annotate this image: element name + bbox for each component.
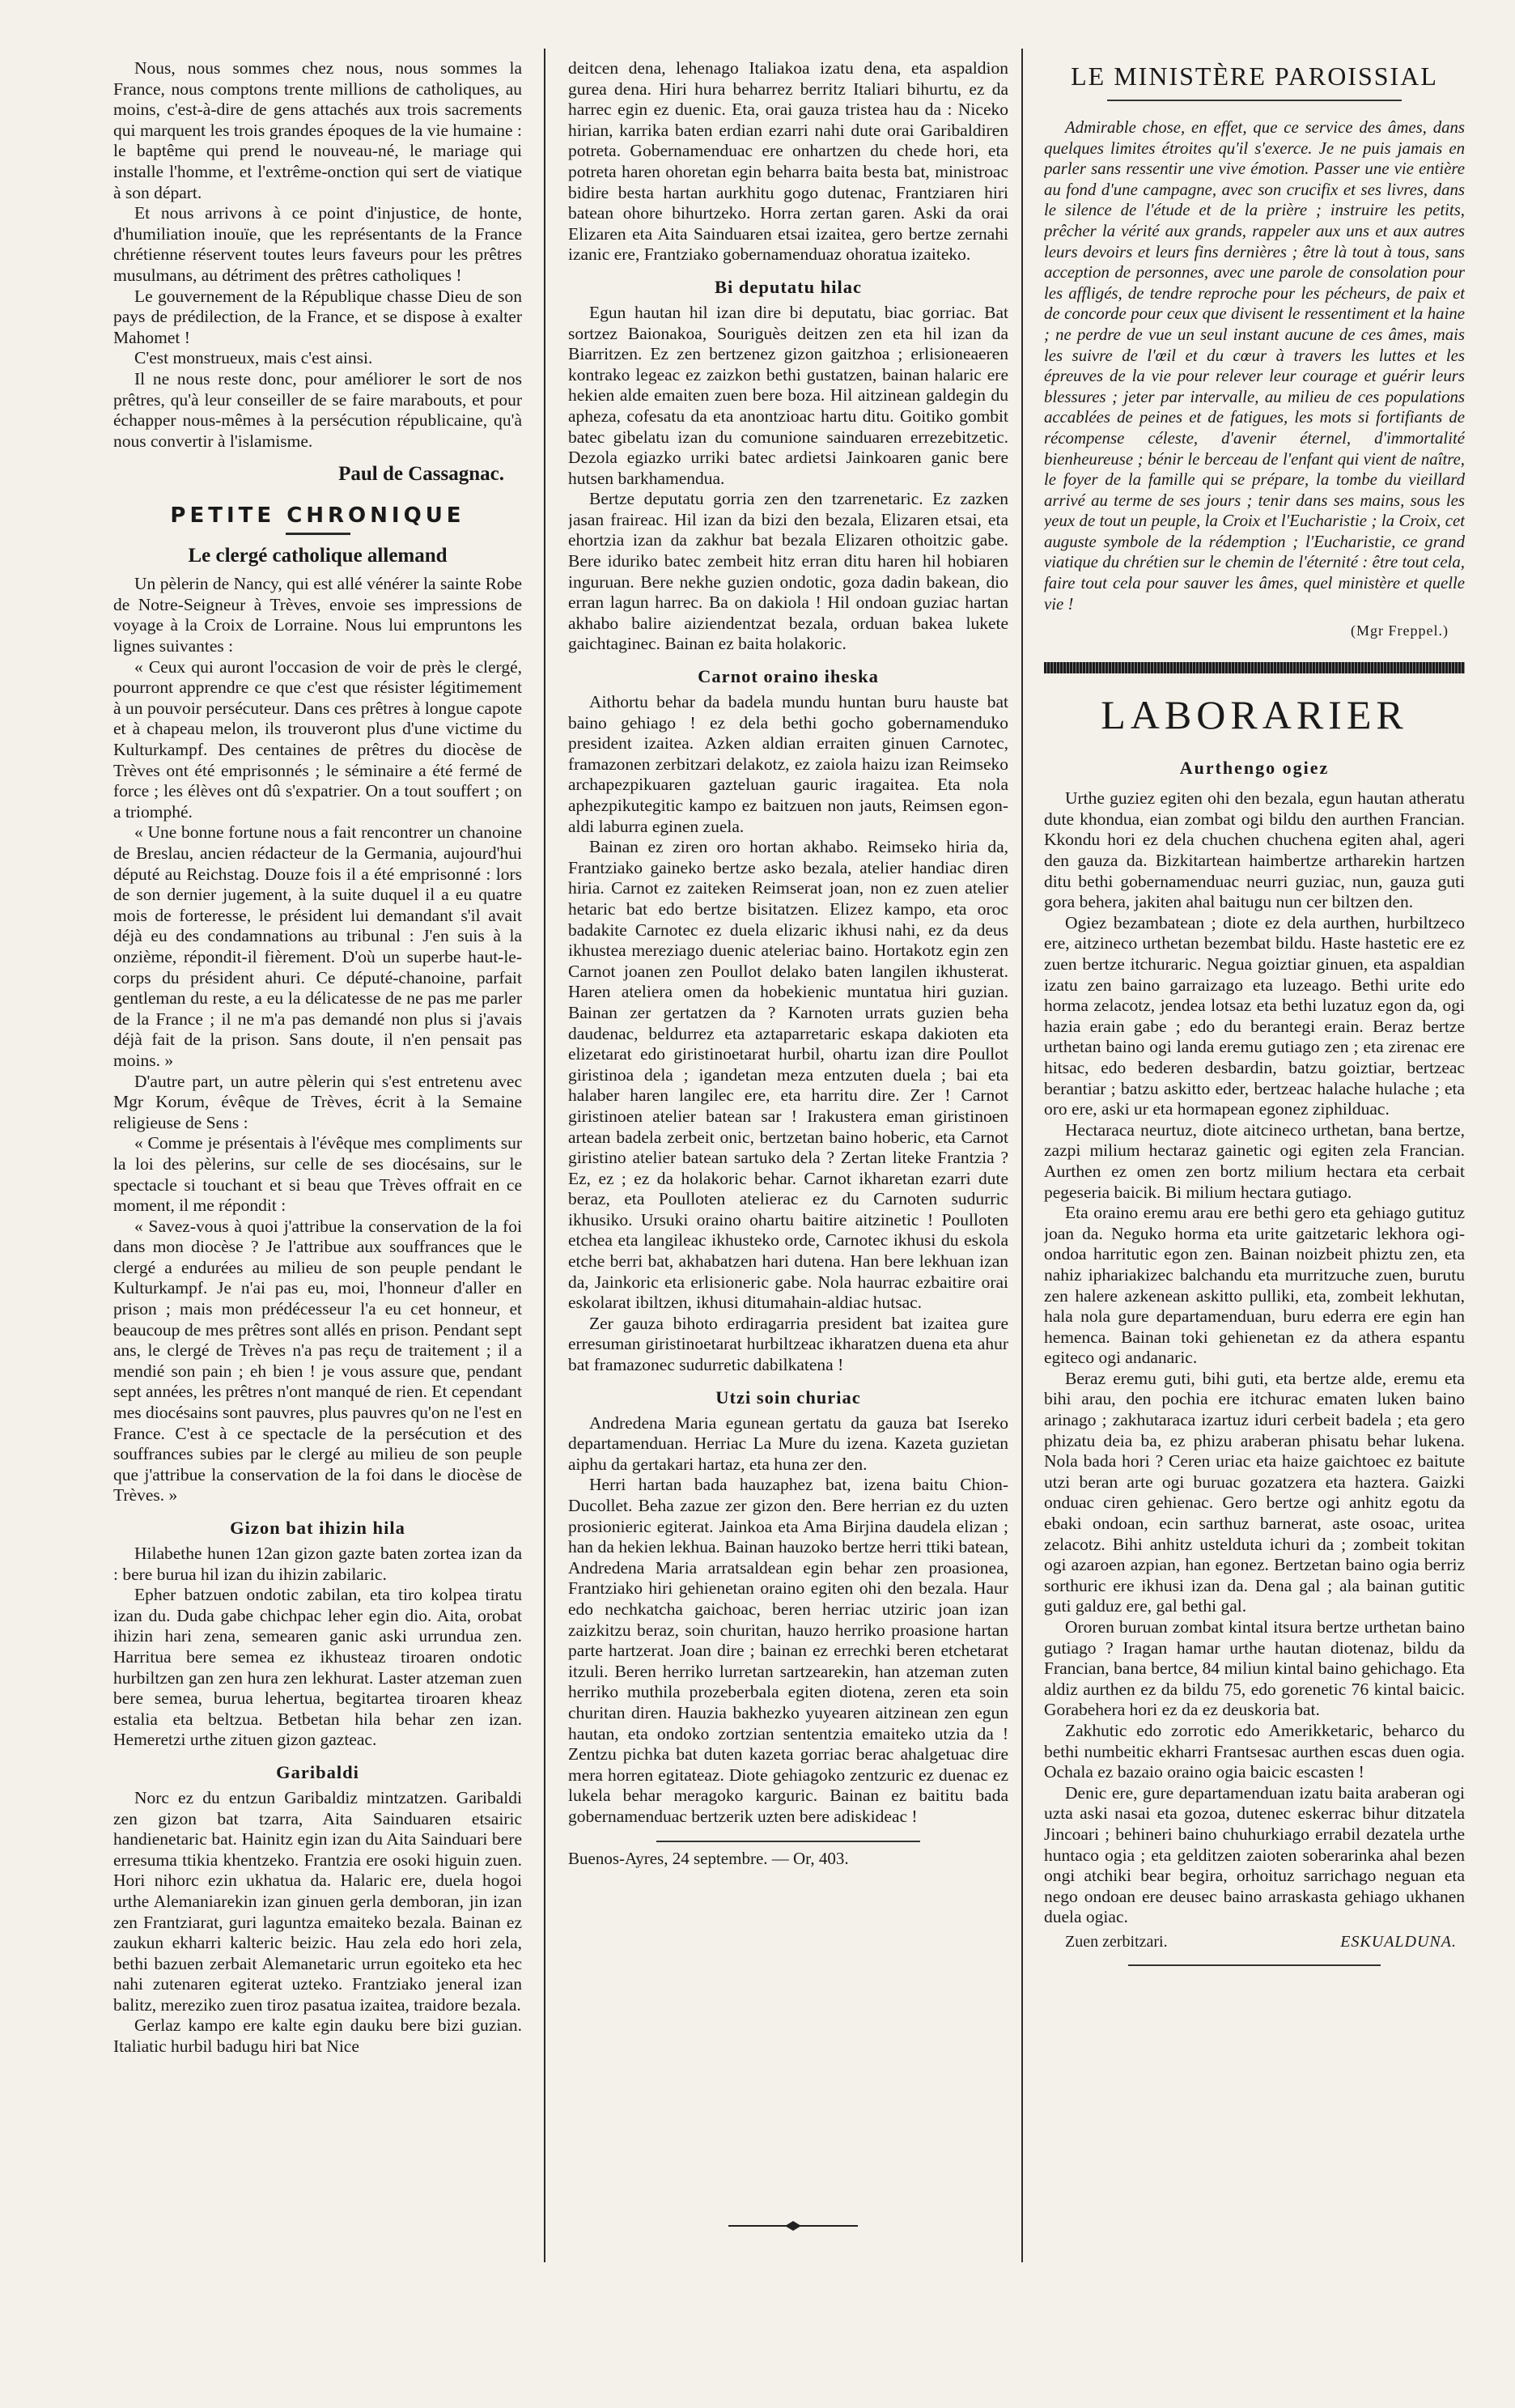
article-paragraph: Hilabethe hunen 12an gizon gazte baten zortea izan da : bere burua hil izan du ihizin zabilaric. (113, 1544, 522, 1584)
section-heading: LABORARIER (1101, 692, 1408, 738)
column-3 (1044, 58, 1465, 2268)
article-paragraph: Et nous arrivons à ce point d'injustice, de honte, d'humiliation inouïe, que les représentants de la France chrétienne réservent toutes leurs faveurs pour les prêtres musulmans, au détriment des prêtres catholiques ! (113, 203, 522, 285)
article-paragraph: Beraz eremu guti, bihi guti, eta bertze alde, eremu eta bihi arau, den pochia ere itchurac ematen luken baino arinago ; zakhutaraca izartuz iduri cerbeit badela ; eta gero phizatu deia ba, ez phizu araberan phisatu behar lukena. Nola bada hori ? Ceren uriac eta haize gaichtoec ez baitute utzi beran arte ogi buruac gozatzera eta haztera. Gaizki onduac ciren gehienac. Gero bertze ogi anhitz egotu da ebaki ondoan, ecin sarthuz barnerat, aste osoac, uritea zelacotz. Bihi anhitz ustelduta ichuri da ; zombeit tokitan ogi azaroen azpian, han egonez. Bertzetan baino ogia berriz sorthuric ere ikhusi izan da. Dena gal ; ala bainan gutitic guti galduz ere, gal bethi gal. (1044, 1368, 1465, 1616)
attribution: (Mgr Freppel.) (1351, 622, 1449, 639)
article-paragraph: Ororen buruan zombat kintal itsura bertze urthetan baino gutiago ? Iragan hamar urthe hautan diotenaz, bildu da Francian, bana bertce, 84 miliun kintal baino gehichago. Eta aldiz aurthen ez da bildu 75, edo gorenetic 76 kintal baicic. Gorabehera hori ez da ez deuskoria bat. (1044, 1617, 1465, 1720)
article-paragraph: Urthe guziez egiten ohi den bezala, egun hautan atheratu dute khondua, eian zombat ogi bildu den aurthen Francian. Kkondu hori ez dela chuchen chuchena egiten ahal, ageri den gauza da. Bizkitartean haimbertze artharekin hartzen ditu bethi gobernamenduac neurri guziac, nun, gauza guti gora behera, jakiten ahal baitugu nun cer biltzen den. (1044, 788, 1465, 912)
article-paragraph: Aithortu behar da badela mundu huntan buru hauste bat baino gehiago ! ez dela bethi gocho gobernamenduko president izaitea. Azken aldian erraiten ginuen Carnotec, framazonen zerbitzari delakotz, ez zaiola haizu izan Reimseko archapezpikuaren gazteluan gauric iragaitea. Eta nola aphezpikutegitic kampo ez baitzuen non jauts, Reimsen egon-aldi laburra eginen zuela. (568, 692, 1008, 836)
article-paragraph: Epher batzuen ondotic zabilan, eta tiro kolpea tiratu izan du. Duda gabe chichpac leher egin dio. Aita, orobat ihizin hari zena, semearen ganic aski urrundua zen. Harritua bere semea ez ikhusteaz tiroaren ondotic hurbiltzen gan zen hura zen lekhurat. Laster atzeman zuen bere semea, burua lehertua, begitartea tiroaren kheaz estalia eta beltzua. Betbetan hila behar zen izan. Hemeretzi urthe zituen gizon gazteac. (113, 1585, 522, 1750)
article-paragraph: D'autre part, un autre pèlerin qui s'est entretenu avec Mgr Korum, évêque de Trèves, écrit à la Semaine religieuse de Sens : (113, 1071, 522, 1132)
article-paragraph: Denic ere, gure departamenduan izatu baita araberan ogi uzta aski nasai eta gozoa, dutenec eskerrac bihur ditzatela Jincoari ; behineri baino chuhurkiago errabil dezatela urthe huntaco ogia ; eta gelditzen zaioten soberarinka ahal bezen ongi atchiki bear begira, orhoituz sarrichago neguan eta nego ondoan ere deusec baino arraskasta gehiago ukhanen duela ogiac. (1044, 1782, 1465, 1927)
article-paragraph: Egun hautan hil izan dire bi deputatu, biac gorriac. Bat sortzez Baionakoa, Souriguès deitzen zen eta hil izan da Biarritzen. Ez zen bertzenez gizon gaitzhoa ; erlisioneaeren kontrako legeac ez zaizkon bethi gustatzen, bainan halaric ere hekien alde emaiten zuen bere boza. Hil aitzinean galdegin du apheza, cofesatu da eta anontzioac hartu ditu. Goitiko gombit batec gibelatu izan du comunione sainduaren errezebitzetic. Dezola egiazko urriki batec ardietsi Jainkoaren ganic bere hutsen barkhamendua. (568, 302, 1008, 488)
article-paragraph: C'est monstrueux, mais c'est ainsi. (134, 348, 373, 368)
article-paragraph: Herri hartan bada hauzaphez bat, izena baitu Chion-Ducollet. Beha zazue zer gizon den. Bere herrian ez du uzten prosionieric egiterat. Jainkoa eta Ama Birjina daudela elizan ; han da hekien lekhua. Bainan hauzoko bertze herri ttiki batean, Andredena Maria arratsaldean egin behar zen proasionea, Frantziako hiri gehienetan oraino egiten ohi den bezala. Haur edo nechkatcha gaichoac, beren herriac utziric joan izan zaizkitzu beraz, soin churitan, hauzo herriko proasione hartan parte hartzerat. Joan dire ; bainan ez errechki beren etchetarat itzuli. Beren herriko lurretan sartzearekin, han atzeman zuten herriko muthila prozeberbala egiten diotena, zeren eta soin churitan diren. Hauzia bakhezko yuyearen aitzinean zen egun hautan, eta ondoko zortzian sententzia emaiteko utzia da ! Zentzu pichka bat duten kazeta gorriac berac ahalgetuac dire mera horren egitateaz. Diote gehiagoko zentzuric ez duenac ez lukela behar meragoko karguric. Bainan ez baititu bada gobernamenduac bertzerik uzten bere adiskideac ! (568, 1475, 1008, 1826)
signature: ESKUALDUNA. (1340, 1932, 1457, 1951)
article-paragraph: Zer gauza bihoto erdiragarria president bat izaitea gure erresuman giristinoetarat hurbiltzeac ikharatzen duena eta ahur bat framazonec sudurretic dabilkatena ! (568, 1313, 1008, 1375)
article-paragraph: Eta oraino eremu arau ere bethi gero eta gehiago gutituz joan da. Neguko horma eta urite gaitzetaric lekhora ogi-ondoa harritutic egon zen. Bainan noizbeit phiztu zen, eta nahiz iphariakizec balchandu eta murritzuche zuen, burutu zen halere azkenean askitto pulliki, eta, zombeit lekhutan, hala nola gure departamenduan, buru ederra ere egin han hemenca. Bainan toki gehienetan ez da athera espantu egiteco ogi andanaric. (1044, 1203, 1465, 1368)
article-paragraph: Gerlaz kampo ere kalte egin dauku bere bizi guzian. Italiatic hurbil badugu hiri bat Nice (113, 2015, 522, 2057)
quote-paragraph: « Une bonne fortune nous a fait rencontrer un chanoine de Breslau, ancien rédacteur de la Germania, aujourd'hui député au Reichstag. Douze fois il a été emprisonné : lors de son dernier jugement, à la suite duquel il a eu quatre mois de forteresse, le président lui demandant s'il avait déjà eu des condamnations au tribunal : J'en suis à la onzième, répondit-il fièrement. D'où un superbe haut-le-corps du président ahuri. Ce député-chanoine, parfait gentleman du reste, a eu la délicatesse de ne pas me parler de la France ; il ne m'a pas demandé non plus si j'avais déjà fait de la prison. Sans doute, il n'en pensait pas moins. » (113, 822, 522, 1070)
divider (1107, 100, 1402, 101)
dateline: Buenos-Ayres, 24 septembre. — Or, 403. (568, 1848, 849, 1868)
signature-row (1044, 1933, 1465, 1951)
section-heading: PETITE CHRONIQUE (170, 503, 465, 529)
article-heading: Utzi soin churiac (715, 1387, 861, 1408)
article-paragraph: Andredena Maria egunean gertatu da gauza bat Isereko departamenduan. Herriac La Mure du izena. Kazeta guzietan aiphu da gertakari hartaz, eta huna zer den. (568, 1412, 1008, 1474)
article-paragraph: Un pèlerin de Nancy, qui est allé vénérer la sainte Robe de Notre-Seigneur à Trèves, envoie ses impressions de voyage à la Croix de Lorraine. Nous lui empruntons les lignes suivantes : (113, 574, 522, 656)
article-paragraph: Le gouvernement de la République chasse Dieu de son pays de prédilection, de la France, et se dispose à exalter Mahomet ! (113, 286, 522, 347)
article-paragraph: Zakhutic edo zorrotic edo Amerikketaric, beharco du bethi numbeitic ekharri Frantsesac aurthen escas duen ogia. Ochala ez bazaio oraino ogia baicic escasten ! (1044, 1720, 1465, 1782)
column-divider-1 (544, 49, 545, 2262)
article-paragraph: Bainan ez ziren oro hortan akhabo. Reimseko hiria da, Frantziako gaineko bertze asko bezala, atelier handiac diren hiria. Carnot ez zaiteken Reimserat joan, non ez zuen atelier hetaric bat edo bertze bisitatzen. Elizez kampo, eta oroc badakite Carnotec ez duela elizaric ikhusi nahi, ez da deus ikhustea mereziago duenic ateleriac baino. Hortakotz egin zen Carnot joanen zen Poullot delako baten langilen ikhusterat. Haren ateliera omen da hobekienic muntatua hiri guzian. Bainan zer gertatzen da ? Karnoten urrats guzien beha daudenac, beldurrez eta aztaparretaric eskapa dakioten eta elizetarat edo giristinoetarat hurbil, ohartu izan dire Poullot giristinoa dela ; igandetan meza entzuten duela ; bai eta halaber haren langilec ere, eta harritu dire. Zer ! Carnot giristinoen atelier batean sar ! Irakustera eman giristinoen artean badela zerbeit onic, bertzetan baino hoberic, eta Carnot giristino atelier batean sartuko dela ? Zertan liteke Frantzia ? Ez, ez ; ez da holakoric behar. Carnot ikharetan ezarri dute beraz, eta Poulloten atelierac ez du Carnoten sudurric ikhusiko. Ursuki oraino ohartu baitire aitzinetic ! Poulloten etchea eta langileac ikhusteko orde, Carnotec ikhusi du eskola etche berri bat, akhabatzen hari dutena. Han bere lekhuan izan da, Jainkoric eta erlisioneric gabe. Nola haurrac ezbaitire orai eskolarat ibiltzen, ikhusi ditumahain-aldiac hutsac. (568, 837, 1008, 1313)
column-1 (113, 58, 522, 2268)
divider (286, 533, 350, 535)
article-heading: Bi deputatu hilac (714, 276, 863, 297)
ornament-rule (728, 2219, 858, 2232)
article-paragraph: Ogiez bezambatean ; diote ez dela aurthen, hurbiltzeco ere, aitzineco urthetan bezembat bildu. Haste hastetic ere ez zuen bertze itchuraric. Negua goiztiar ginuen, eta aspaldian izatu zen baino garraizago eta luzeago. Bethi urite edo horma zelacotz, jendea lotsaz eta bethi luzatuz egon da, ogi hazia erain gabe ; edo du berantegi erain. Beraz bertze urthetan baino ogi landa eremu gutiago zen ; eta zirenac ere hitsac, edo bederen desbardin, batzu goiztiar, bertzeac berantiar ; batzu askitto eder, bertzeac halache hulache ; eta oro ere, aski ur eta hormapean egonez ziphilduac. (1044, 912, 1465, 1119)
column-2 (568, 58, 1008, 2268)
article-paragraph: deitcen dena, lehenago Italiakoa izatu dena, eta aspaldion gurea dena. Hiri hura beharrez berritz Italiari bihurtu, ez da harrec egin ez duenic. Eta, orai gauza tristea hau da : Niceko hirian, karrika baten erdian ezarri nahi dute orai Garibaldiren potreta. Gobernamenduac ere onhartzen du chede hori, eta potreta haren ohoretan egin beharra baita besta bat, ministroac bidire besta hartan aurkhitu gogo dutenac, Frantziaren hiri batean ohore bihurtzeko. Horra zertan garen. Aski da orai Elizaren eta Aita Sainduaren etsai izaitea, gero bertze zernahi izanic ere, Frantziako gobernamenduaz ohoratua izaiteko. (568, 58, 1008, 265)
section-heading: LE MINISTÈRE PAROISSIAL (1071, 62, 1438, 91)
article-heading: Garibaldi (276, 1761, 359, 1782)
article-paragraph: Bertze deputatu gorria zen den tzarrenetaric. Ez zazken jasan fraireac. Hil izan da bizi den bezala, Elizaren etsai, eta ehortzia izan da zakhur bat bezala Elizaren othoitzic gabe. Bere iduriko batec zembeit hitz erran ditu haren hil hobiaren inguruan. Bere nekhe guzien ondotic, goza dadin bakean, dio erran lagun harrec. Ba on dakiola ! Hil ondoan guziac hartan akhabo balire aiziendentzat bezala, orduan bakea lukete gaichtaginec. Bainan ez baita holakoric. (568, 489, 1008, 654)
signature-closing: Zuen zerbitzari. (1065, 1932, 1168, 1951)
quote-paragraph: Admirable chose, en effet, que ce service des âmes, dans quelques limites étroites qu'il s'exerce. Je ne puis jamais en parler sans ressentir une vive émotion. Passer une vie entière au fond d'une campagne, avec son crucifix et ses livres, dans le silence de l'étude et de la prière ; instruire les petits, prêcher la vérité aux grands, rappeler aux uns et aux autres leurs devoirs et leurs fins dernières ; être là tout à tous, sans acception de personnes, avec une parole de consolation pour les affligés, de tendre reproche pour les pécheurs, de paix et de concorde pour ceux que divisent le ressentiment et la haine ; ne perdre de vue un seul instant aucune de ces âmes, mais les suivre de l'œil et du cœur à travers les luttes et les épreuves de la vie pour relever leur courage et guérir leurs blessures ; jeter par intervalle, au milieu de ces populations accablées de peines et de fatigues, les mots si fortifiants de récompense céleste, d'avenir éternel, d'immortalité bienheureuse ; bénir le berceau de l'enfant qui vient de naître, le foyer de la famille qui se prépare, la tombe du vieillard arrivé au terme de ses jours ; tenir dans ses mains, sous les yeux de tout un peuple, la Croix et l'Eucharistie ; la Croix, cet auguste symbole de la rédemption ; l'Eucharistie, ce grand viatique du chrétien sur le chemin de l'éternité : être tout cela, faire tout cela pour sauver les âmes, quel ministère et quelle vie ! (1044, 118, 1465, 614)
article-heading: Le clergé catholique allemand (188, 545, 448, 567)
section-band (1044, 662, 1465, 673)
article-heading: Gizon bat ihizin hila (230, 1518, 405, 1538)
quote-paragraph: « Savez-vous à quoi j'attribue la conservation de la foi dans mon diocèse ? Je l'attribue aux souffrances que le clergé a endurées au milieu de son peuple pendant le Kulturkampf. Je n'ai pas eu, moi, l'honneur d'aller en prison ; mais mon prédécesseur l'a eu cet honneur, et beaucoup de mes prêtres sont allés en prison. Pendant sept ans, le clergé de Trèves n'a pas reçu de traitement ; il a mendié son pain ; eh bien ! je vous assure que, pendant sept années, les prêtres n'ont manqué de rien. Et cependant mes diocésains sont pauvres, plus pauvres qu'on ne l'est en France. C'est à ce spectacle de la persécution et des souffrances subies par le clergé au milieu de son peuple que j'attribue la conservation de la foi dans le diocèse de Trèves. » (113, 1216, 522, 1506)
article-heading: Aurthengo ogiez (1179, 758, 1330, 779)
divider (656, 1841, 920, 1842)
article-paragraph: Il ne nous reste donc, pour améliorer le sort de nos prêtres, qu'à leur conseiller de se faire marabouts, et pour échapper nous-mêmes à la persécution républicaine, qu'à nous convertir à l'islamisme. (113, 368, 522, 451)
article-paragraph: Norc ez du entzun Garibaldiz mintzatzen. Garibaldi zen gizon bat tzarra, Aita Sainduaren etsairic handienetaric bat. Hainitz egin izan du Aita Sainduari bere erresuma ttikia khentzeko. Frantzia ere osoki higuin zuen. Hori nihorc ezin ukhatua da. Halaric ere, duela hogoi urthe Alemaniarekin izan ginuen gerla demboran, jin izan zen Frantziarat, guri laguntza emaiteko bezala. Bainan ez zaukun ekharri kalteric beizic. Hau zela edo hori zela, bethi bazuen zerbait Alemanetaric urrun egoiteko eta hec nahi zutenaren egiterat uzteko. Frantziako jeneral izan balitz, mereziko zuen tiroz pasatua izaitea, traidore bezala. (113, 1787, 522, 2015)
signature: Paul de Cassagnac. (338, 463, 504, 486)
quote-paragraph: « Ceux qui auront l'occasion de voir de près le clergé, pourront apprendre ce que c'est que résister légitimement à un pouvoir persécuteur. Dans ces prêtres à longue capote et à chapeau melon, ils trouveront plus d'une victime du Kulturkampf. Des centaines de prêtres du diocèse de Trèves ont été emprisonnés ; le séminaire a été fermé de force ; les élèves ont dû s'expatrier. On a tout souffert ; on a triomphé. (113, 656, 522, 822)
article-paragraph: Hectaraca neurtuz, diote aitcineco urthetan, bana bertze, zazpi milium hectaraz gainetic ogi egiten zela Francian. Aurthen ez omen zen bortz milium hectara eta cerbait pegeseria baicik. Bi milium hectara gutiago. (1044, 1119, 1465, 1202)
article-heading: Carnot oraino iheska (698, 666, 879, 687)
divider (1128, 1964, 1381, 1966)
column-divider-2 (1021, 49, 1023, 2262)
quote-paragraph: « Comme je présentais à l'évêque mes compliments sur la loi des pèlerins, sur celle de ses diocésains, sur le spectacle si touchant et si beau que Trèves offrait en ce moment, il me répondit : (113, 1133, 522, 1216)
article-paragraph: Nous, nous sommes chez nous, nous sommes la France, nous comptons trente millions de catholiques, au moins, c'est-à-dire de gens attachés aux trois sacrements qui marquent les trois grandes époques de la vie humaine : le baptême qui prend le nouveau-né, le mariage qui installe l'homme, et l'extrême-onction qui sert de viatique à son départ. (113, 58, 522, 202)
